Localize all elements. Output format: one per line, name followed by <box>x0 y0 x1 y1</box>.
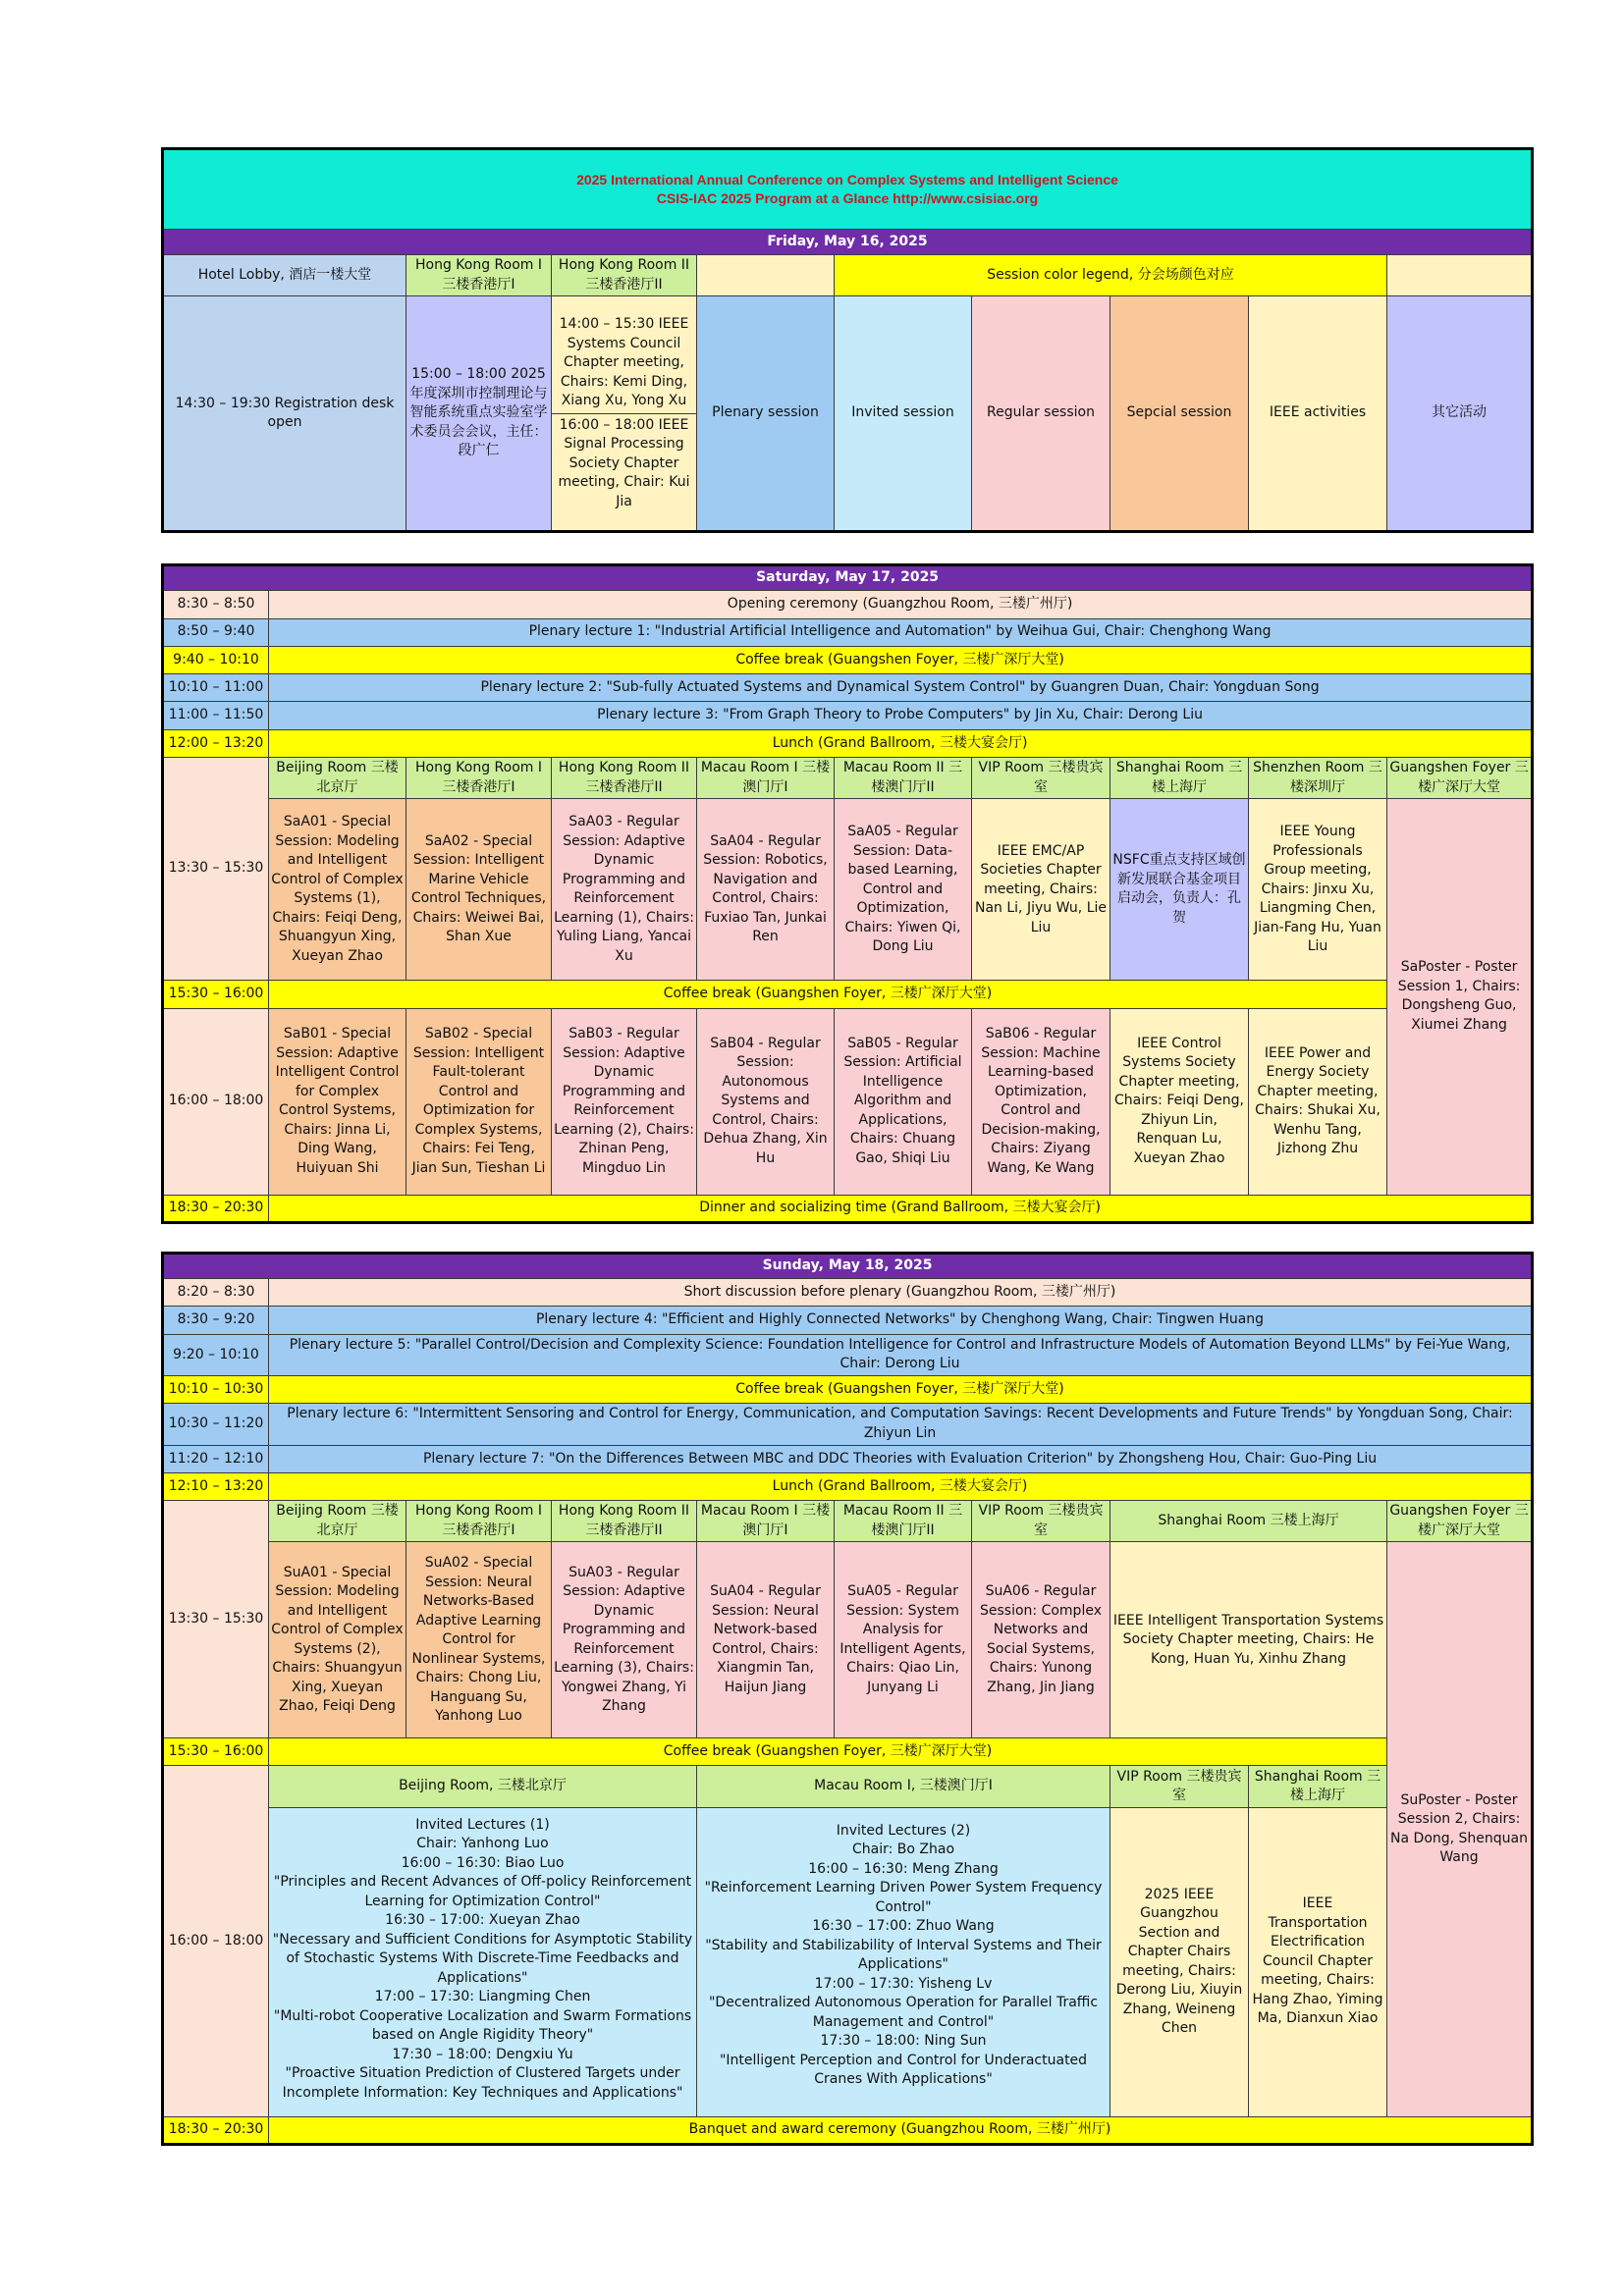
room-macau2: Macau Room II 三楼澳门厅II <box>835 757 972 798</box>
room-hk1: Hong Kong Room I 三楼香港厅I <box>406 1501 552 1542</box>
time-cell: 16:00 – 18:00 <box>163 1008 269 1195</box>
sunday-table <box>161 1252 1534 2146</box>
plenary-lecture-6: Plenary lecture 6: "Intermittent Sensoring and Control for Energy, Communication, and Computation Savings: Recent Developments and Future Trends" by Yongduan Song, Chair: Zhiyun Lin <box>269 1404 1533 1445</box>
time-cell: 8:20 – 8:30 <box>163 1279 269 1307</box>
time-cell: 16:00 – 18:00 <box>163 1766 269 2116</box>
time-cell: 10:30 – 11:20 <box>163 1404 269 1445</box>
session-sab01: SaB01 - Special Session: Adaptive Intelligent Control for Complex Control Systems, Chairs: Jinna Li, Ding Wang, Huiyuan Shi <box>269 1008 406 1195</box>
ieee-css-meeting: IEEE Control Systems Society Chapter meeting, Chairs: Feiqi Deng, Zhiyun Lin, Renquan Lu, Xueyan Zhao <box>1110 1008 1249 1195</box>
time-cell: 10:10 – 11:00 <box>163 674 269 702</box>
invited1-talk-time: 17:30 – 18:00: Dengxiu Yu <box>392 2046 573 2062</box>
room-vip: VIP Room 三楼贵宾室 <box>1110 1766 1249 1807</box>
day-header-friday: Friday, May 16, 2025 <box>163 230 1533 255</box>
session-sab02: SaB02 - Special Session: Intelligent Fault-tolerant Control and Optimization for Complex Systems, Chairs: Fei Teng, Jian Sun, Tieshan Li <box>406 1008 552 1195</box>
invited2-title: Invited Lectures (2) <box>836 1822 971 1839</box>
session-saa03: SaA03 - Regular Session: Adaptive Dynamic Programming and Reinforcement Learning (1), Chairs: Yuling Liang, Yancai Xu <box>552 799 697 981</box>
blank-cell <box>697 255 835 296</box>
coffee-break: Coffee break (Guangshen Foyer, 三楼广深厅大堂) <box>269 981 1387 1008</box>
session-sab05: SaB05 - Regular Session: Artificial Intelligence Algorithm and Applications, Chairs: Chuang Gao, Shiqi Liu <box>835 1008 972 1195</box>
invited2-chair: Chair: Bo Zhao <box>851 1842 955 1858</box>
room-guangshen-foyer: Guangshen Foyer 三楼广深厅大堂 <box>1387 757 1533 798</box>
session-sab04: SaB04 - Regular Session: Autonomous Systems and Control, Chairs: Dehua Zhang, Xin Hu <box>697 1008 835 1195</box>
hk2-header: Hong Kong Room II 三楼香港厅II <box>552 255 697 296</box>
short-discussion: Short discussion before plenary (Guangzhou Room, 三楼广州厅) <box>269 1279 1533 1307</box>
time-cell: 9:40 – 10:10 <box>163 646 269 673</box>
ieee-its-meeting: IEEE Intelligent Transportation Systems Society Chapter meeting, Chairs: He Kong, Huan Yu, Xinhu Zhang <box>1110 1542 1387 1738</box>
friday-table <box>161 147 1534 533</box>
invited1-talk-title: "Proactive Situation Prediction of Clustered Targets under Incomplete Information: Key Techniques and Applications" <box>282 2065 683 2101</box>
invited1-talk-time: 17:00 – 17:30: Liangming Chen <box>374 1989 591 2005</box>
room-shenzhen: Shenzhen Room 三楼深圳厅 <box>1249 757 1387 798</box>
session-sua05: SuA05 - Regular Session: System Analysis for Intelligent Agents, Chairs: Qiao Lin, Junyang Li <box>835 1542 972 1738</box>
session-sab03: SaB03 - Regular Session: Adaptive Dynamic Programming and Reinforcement Learning (2), Chairs: Zhinan Peng, Mingduo Lin <box>552 1008 697 1195</box>
legend-ieee: IEEE activities <box>1249 296 1387 532</box>
plenary-lecture-3: Plenary lecture 3: "From Graph Theory to Probe Computers" by Jin Xu, Chair: Derong Liu <box>269 702 1533 729</box>
conference-title <box>163 149 1533 230</box>
time-cell: 12:10 – 13:20 <box>163 1472 269 1500</box>
invited2-talk-time: 17:30 – 18:00: Ning Sun <box>820 2033 987 2050</box>
invited1-talk-title: "Necessary and Sufficient Conditions for Asymptotic Stability of Stochastic Systems With Discrete-Time Feedbacks and Applications" <box>272 1931 693 1986</box>
session-saa01: SaA01 - Special Session: Modeling and Intelligent Control of Complex Systems (1), Chairs: Feiqi Deng, Shuangyun Xing, Xueyan Zhao <box>269 799 406 981</box>
room-macau1: Macau Room I, 三楼澳门厅I <box>697 1766 1110 1807</box>
coffee-break: Coffee break (Guangshen Foyer, 三楼广深厅大堂) <box>269 1376 1533 1404</box>
legend-plenary: Plenary session <box>697 296 835 532</box>
hk1-header: Hong Kong Room I 三楼香港厅I <box>406 255 552 296</box>
invited-lectures-2 <box>697 1807 1110 2116</box>
invited1-talk-time: 16:00 – 16:30: Biao Luo <box>401 1854 565 1871</box>
room-hk2: Hong Kong Room II 三楼香港厅II <box>552 1501 697 1542</box>
invited2-talk-title: "Reinforcement Learning Driven Power System Frequency Control" <box>704 1880 1103 1915</box>
ieee-guangzhou-section-meeting: 2025 IEEE Guangzhou Section and Chapter Chairs meeting, Chairs: Derong Liu, Xiuyin Zhang, Weineng Chen <box>1110 1807 1249 2116</box>
nsfc-meeting: NSFC重点支持区域创新发展联合基金项目启动会，负责人：孔贺 <box>1110 799 1249 981</box>
invited-lectures-1 <box>269 1807 697 2116</box>
dinner: Dinner and socializing time (Grand Ballroom, 三楼大宴会厅) <box>269 1195 1533 1222</box>
time-cell: 10:10 – 10:30 <box>163 1376 269 1404</box>
session-sua03: SuA03 - Regular Session: Adaptive Dynamic Programming and Reinforcement Learning (3), Chairs: Yongwei Zhang, Yi Zhang <box>552 1542 697 1738</box>
hk2-events <box>552 296 697 532</box>
room-beijing: Beijing Room 三楼北京厅 <box>269 757 406 798</box>
saturday-table <box>161 563 1534 1224</box>
room-vip: VIP Room 三楼贵宾室 <box>972 757 1110 798</box>
opening-ceremony: Opening ceremony (Guangzhou Room, 三楼广州厅) <box>269 591 1533 618</box>
session-sab06: SaB06 - Regular Session: Machine Learning-based Optimization, Control and Decision-making, Chairs: Ziyang Wang, Ke Wang <box>972 1008 1110 1195</box>
legend-regular: Regular session <box>972 296 1110 532</box>
poster-session-2: SuPoster - Poster Session 2, Chairs: Na Dong, Shenquan Wang <box>1387 1542 1533 2116</box>
day-header-saturday: Saturday, May 17, 2025 <box>163 565 1533 591</box>
session-sua02: SuA02 - Special Session: Neural Networks-Based Adaptive Learning Control for Nonlinear Systems, Chairs: Chong Liu, Hanguang Su, Yanhong Luo <box>406 1542 552 1738</box>
time-cell: 18:30 – 20:30 <box>163 2116 269 2144</box>
room-hk2: Hong Kong Room II 三楼香港厅II <box>552 757 697 798</box>
time-cell: 13:30 – 15:30 <box>163 1501 269 1738</box>
session-saa02: SaA02 - Special Session: Intelligent Marine Vehicle Control Techniques, Chairs: Weiwei Bai, Shan Xue <box>406 799 552 981</box>
time-cell: 8:30 – 9:20 <box>163 1307 269 1334</box>
session-saa04: SaA04 - Regular Session: Robotics, Navigation and Control, Chairs: Fuxiao Tan, Junkai Ren <box>697 799 835 981</box>
ieee-emc-meeting: IEEE EMC/AP Societies Chapter meeting, Chairs: Nan Li, Jiyu Wu, Lie Liu <box>972 799 1110 981</box>
invited2-talk-time: 16:30 – 17:00: Zhuo Wang <box>812 1918 995 1935</box>
time-cell: 11:20 – 12:10 <box>163 1445 269 1472</box>
invited2-talk-title: "Decentralized Autonomous Operation for Parallel Traffic Management and Control" <box>708 1995 1099 2030</box>
time-cell: 11:00 – 11:50 <box>163 702 269 729</box>
room-shanghai: Shanghai Room 三楼上海厅 <box>1249 1766 1387 1807</box>
time-cell: 15:30 – 16:00 <box>163 981 269 1008</box>
invited2-talk-time: 16:00 – 16:30: Meng Zhang <box>808 1860 999 1877</box>
invited1-title: Invited Lectures (1) <box>415 1816 550 1833</box>
time-cell: 9:20 – 10:10 <box>163 1334 269 1375</box>
lunch: Lunch (Grand Ballroom, 三楼大宴会厅) <box>269 1472 1533 1500</box>
title-line1: 2025 International Annual Conference on Complex Systems and Intelligent Science <box>576 171 1118 187</box>
plenary-lecture-2: Plenary lecture 2: "Sub-fully Actuated Systems and Dynamical System Control" by Guangren Duan, Chair: Yongduan Song <box>269 674 1533 702</box>
lunch: Lunch (Grand Ballroom, 三楼大宴会厅) <box>269 729 1533 757</box>
title-line2: CSIS-IAC 2025 Program at a Glance http://www.csisiac.org <box>656 190 1039 206</box>
banquet: Banquet and award ceremony (Guangzhou Room, 三楼广州厅) <box>269 2116 1533 2144</box>
time-cell: 8:30 – 8:50 <box>163 591 269 618</box>
legend-special: Sepcial session <box>1110 296 1249 532</box>
ieee-yp-meeting: IEEE Young Professionals Group meeting, Chairs: Jinxu Xu, Liangming Chen, Jian-Fang Hu, Yuan Liu <box>1249 799 1387 981</box>
room-shanghai: Shanghai Room 三楼上海厅 <box>1110 757 1249 798</box>
time-cell: 18:30 – 20:30 <box>163 1195 269 1222</box>
invited2-talk-title: "Stability and Stabilizability of Interval Systems and Their Applications" <box>705 1937 1102 1973</box>
room-macau1: Macau Room I 三楼澳门厅I <box>697 757 835 798</box>
blank-cell <box>1387 255 1533 296</box>
hotel-lobby-header: Hotel Lobby, 酒店一楼大堂 <box>163 255 406 296</box>
invited1-talk-title: "Principles and Recent Advances of Off-policy Reinforcement Learning for Optimization Control" <box>273 1874 692 1909</box>
legend-title: Session color legend, 分会场颜色对应 <box>835 255 1387 296</box>
hk2-event2: 16:00 – 18:00 IEEE Signal Processing Society Chapter meeting, Chair: Kui Jia <box>558 416 690 509</box>
invited1-talk-title: "Multi-robot Cooperative Localization and Swarm Formations based on Angle Rigidity Theory" <box>273 2007 692 2044</box>
hk2-event1: 14:00 – 15:30 IEEE Systems Council Chapter meeting, Chairs: Kemi Ding, Xiang Xu, Yong Xu <box>552 313 696 414</box>
plenary-lecture-4: Plenary lecture 4: "Efficient and Highly Connected Networks" by Chenghong Wang, Chair: Tingwen Huang <box>269 1307 1533 1334</box>
time-cell: 12:00 – 13:20 <box>163 729 269 757</box>
room-guangshen-foyer: Guangshen Foyer 三楼广深厅大堂 <box>1387 1501 1533 1542</box>
plenary-lecture-5: Plenary lecture 5: "Parallel Control/Decision and Complexity Science: Foundation Intelligence for Control and Infrastructure Models of Automation Beyond LLMs" by Fei-Yue Wang, Chair: Derong Liu <box>269 1334 1533 1375</box>
time-cell: 13:30 – 15:30 <box>163 757 269 980</box>
plenary-lecture-7: Plenary lecture 7: "On the Differences Between MBC and DDC Theories with Evaluation Criterion" by Zhongsheng Hou, Chair: Guo-Ping Liu <box>269 1445 1533 1472</box>
ieee-tec-meeting: IEEE Transportation Electrification Council Chapter meeting, Chairs: Hang Zhao, Yiming Ma, Dianxun Xiao <box>1249 1807 1387 2116</box>
room-hk1: Hong Kong Room I 三楼香港厅I <box>406 757 552 798</box>
coffee-break: Coffee break (Guangshen Foyer, 三楼广深厅大堂) <box>269 1738 1387 1766</box>
session-sua04: SuA04 - Regular Session: Neural Network-based Control, Chairs: Xiangmin Tan, Haijun Jiang <box>697 1542 835 1738</box>
room-macau2: Macau Room II 三楼澳门厅II <box>835 1501 972 1542</box>
time-cell: 15:30 – 16:00 <box>163 1738 269 1766</box>
room-macau1: Macau Room I 三楼澳门厅I <box>697 1501 835 1542</box>
registration-desk: 14:30 – 19:30 Registration desk open <box>163 296 406 532</box>
plenary-lecture-1: Plenary lecture 1: "Industrial Artificial Intelligence and Automation" by Weihua Gui, Chair: Chenghong Wang <box>269 618 1533 646</box>
coffee-break: Coffee break (Guangshen Foyer, 三楼广深厅大堂) <box>269 646 1533 673</box>
invited1-chair: Chair: Yanhong Luo <box>416 1836 549 1852</box>
time-cell: 8:50 – 9:40 <box>163 618 269 646</box>
room-shanghai: Shanghai Room 三楼上海厅 <box>1110 1501 1387 1542</box>
room-beijing: Beijing Room 三楼北京厅 <box>269 1501 406 1542</box>
invited2-talk-title: "Intelligent Perception and Control for Underactuated Cranes With Applications" <box>719 2052 1088 2088</box>
day-header-sunday: Sunday, May 18, 2025 <box>163 1254 1533 1279</box>
room-beijing: Beijing Room, 三楼北京厅 <box>269 1766 697 1807</box>
session-sua01: SuA01 - Special Session: Modeling and Intelligent Control of Complex Systems (2), Chairs: Shuangyun Xing, Xueyan Zhao, Feiqi Deng <box>269 1542 406 1738</box>
ieee-pes-meeting: IEEE Power and Energy Society Chapter meeting, Chairs: Shukai Xu, Wenhu Tang, Jizhong Zhu <box>1249 1008 1387 1195</box>
poster-session-1: SaPoster - Poster Session 1, Chairs: Dongsheng Guo, Xiumei Zhang <box>1387 799 1533 1195</box>
invited2-talk-time: 17:00 – 17:30: Yisheng Lv <box>814 1975 993 1992</box>
hk1-event: 15:00 – 18:00 2025年度深圳市控制理论与智能系统重点实验室学术委员会会议，主任：段广仁 <box>406 296 552 532</box>
invited1-talk-time: 16:30 – 17:00: Xueyan Zhao <box>385 1912 580 1929</box>
legend-other: 其它活动 <box>1387 296 1533 532</box>
room-vip: VIP Room 三楼贵宾室 <box>972 1501 1110 1542</box>
session-saa05: SaA05 - Regular Session: Data-based Learning, Control and Optimization, Chairs: Yiwen Qi, Dong Liu <box>835 799 972 981</box>
legend-invited: Invited session <box>835 296 972 532</box>
session-sua06: SuA06 - Regular Session: Complex Networks and Social Systems, Chairs: Yunong Zhang, Jin Jiang <box>972 1542 1110 1738</box>
